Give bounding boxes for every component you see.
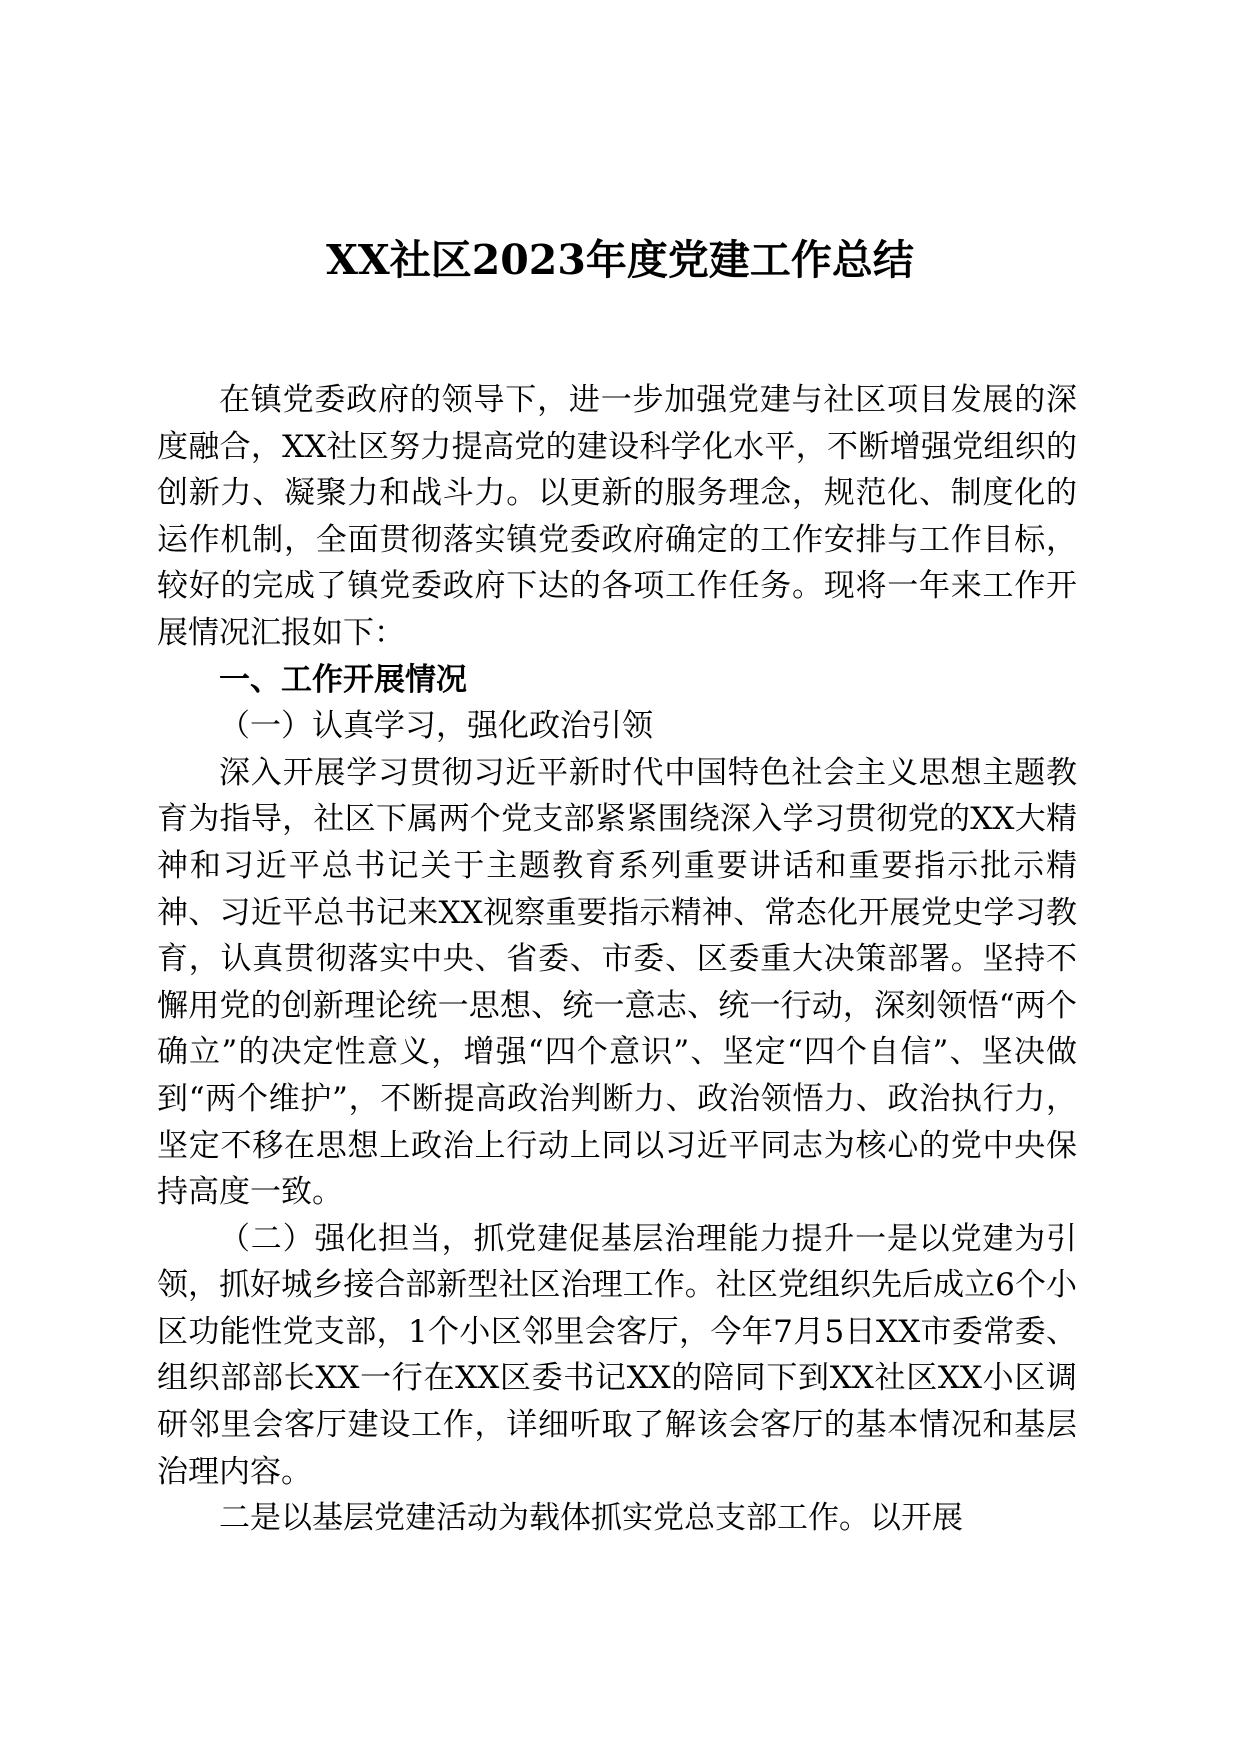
page-title: XX社区2023年度党建工作总结 [326, 236, 914, 284]
subsection-paragraph: 二是以基层党建活动为载体抓实党总支部工作。以开展 [219, 1500, 963, 1537]
section-heading: 一、工作开展情况 [219, 661, 467, 698]
subsection-paragraph: （二）强化担当，抓党建促基层治理能力提升一是以党建为引领，抓好城乡接合部新型社区治理工作。社区党组织先后成立6个小区功能性党支部，1个小区邻里会客厅，今年7月5日XX市委常委、组织部部长XX一行在XX区委书记XX的陪同下到XX社区XX小区调研邻里会客厅建设工作，详细听取了解该会客厅的基本情况和基层治理内容。 [157, 1220, 1077, 1490]
subsection-heading: （一）认真学习，强化政治引领 [219, 708, 653, 745]
intro-paragraph: 在镇党委政府的领导下，进一步加强党建与社区项目发展的深度融合，XX社区努力提高党的建设科学化水平，不断增强党组织的创新力、凝聚力和战斗力。以更新的服务理念，规范化、制度化的运作机制，全面贯彻落实镇党委政府确定的工作安排与工作目标，较好的完成了镇党委政府下达的各项工作任务。现将一年来工作开展情况汇报如下： [157, 382, 1077, 651]
subsection-paragraph: 深入开展学习贯彻习近平新时代中国特色社会主义思想主题教育为指导，社区下属两个党支部紧紧围绕深入学习贯彻党的XX大精神和习近平总书记关于主题教育系列重要讲话和重要指示批示精神、习近平总书记来XX视察重要指示精神、常态化开展党史学习教育，认真贯彻落实中央、省委、市委、区委重大决策部署。坚持不懈用党的创新理论统一思想、统一意志、统一行动，深刻领悟“两个确立”的决定性意义，增强“四个意识”、坚定“四个自信”、坚决做到“两个维护”，不断提高政治判断力、政治领悟力、政治执行力，坚定不移在思想上政治上行动上同以习近平同志为核心的党中央保持高度一致。 [157, 754, 1077, 1211]
document-body [157, 377, 1077, 1542]
